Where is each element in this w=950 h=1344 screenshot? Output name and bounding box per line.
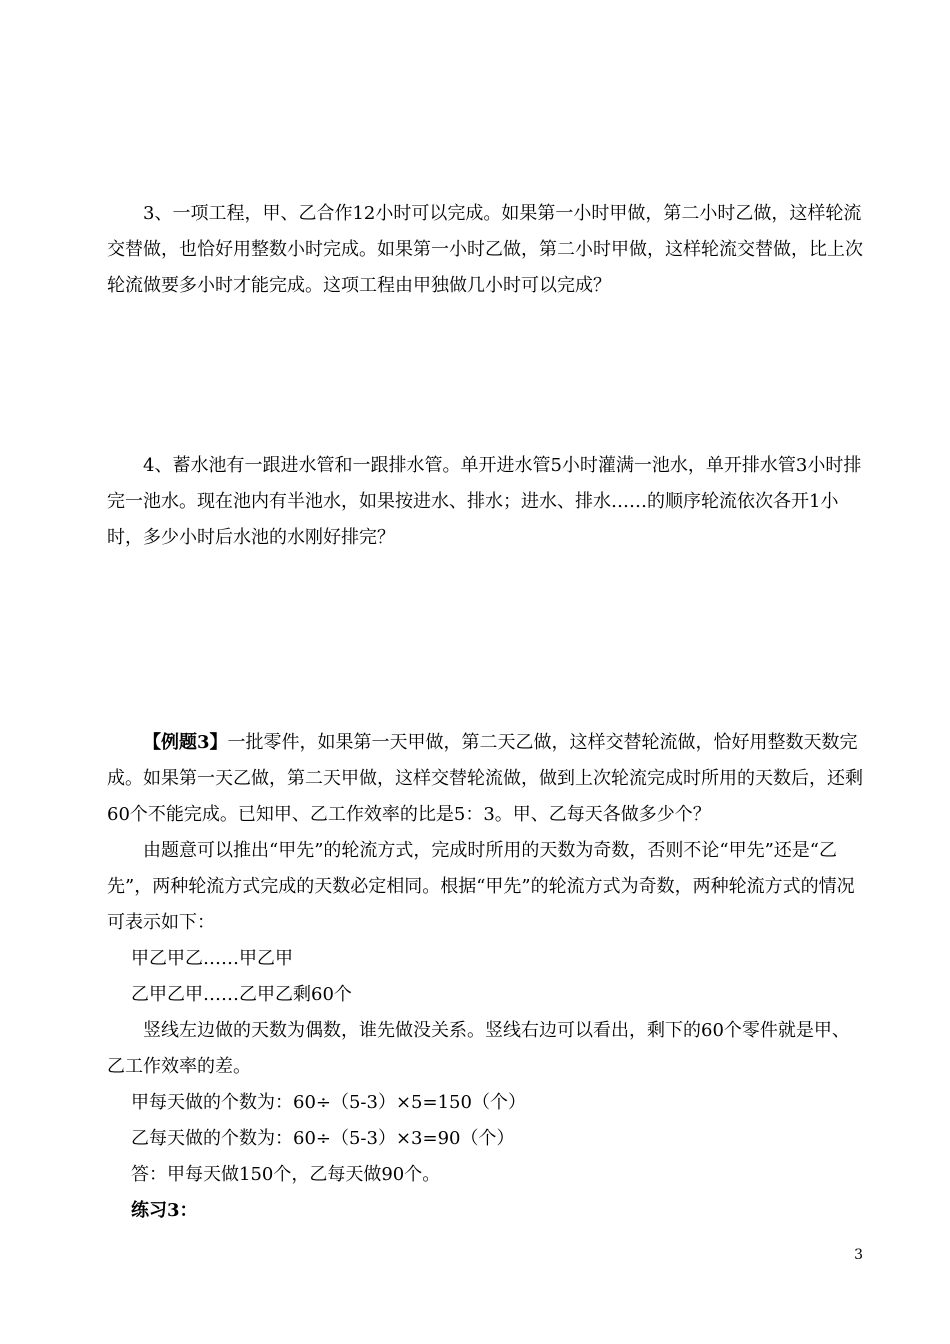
- solution-explanation: 竖线左边做的天数为偶数，谁先做没关系。竖线右边可以看出，剩下的60个零件就是甲、乙工作效率的差。: [107, 1020, 850, 1077]
- example-3: [107, 725, 863, 833]
- sequence-jia-first: 甲乙甲乙……甲乙甲: [131, 948, 293, 969]
- problem-3: 3、一项工程，甲、乙合作12小时可以完成。如果第一小时甲做，第二小时乙做，这样轮流交替做，也恰好用整数小时完成。如果第一小时乙做，第二小时甲做，这样轮流交替做，比上次轮流做要多小时才能完成。这项工程由甲独做几小时可以完成？: [107, 203, 863, 296]
- sequence-yi-first: 乙甲乙甲……乙甲乙剩60个: [131, 984, 352, 1005]
- practice-heading: 练习3：: [131, 1200, 198, 1221]
- page-number: 3: [854, 1247, 863, 1263]
- example-3-label: 【例题3】: [143, 732, 228, 753]
- example-3-text: 一批零件，如果第一天甲做，第二天乙做，这样交替轮流做，恰好用整数天数完成。如果第一天乙做，第二天甲做，这样交替轮流做，做到上次轮流完成时所用的天数后，还剩60个不能完成。已知甲、乙工作效率的比是5：3。甲、乙每天各做多少个？: [107, 732, 863, 825]
- calculation-yi: 乙每天做的个数为：60÷（5-3）×3=90（个）: [131, 1128, 515, 1149]
- solution-analysis: 由题意可以推出“甲先”的轮流方式，完成时所用的天数为奇数，否则不论“甲先”还是“乙先”，两种轮流方式完成的天数必定相同。根据“甲先”的轮流方式为奇数，两种轮流方式的情况可表示如下：: [107, 840, 855, 933]
- answer: 答：甲每天做150个，乙每天做90个。: [131, 1164, 441, 1185]
- problem-4: 4、蓄水池有一跟进水管和一跟排水管。单开进水管5小时灌满一池水，单开排水管3小时排完一池水。现在池内有半池水，如果按进水、排水；进水、排水……的顺序轮流依次各开1小时，多少小时后水池的水刚好排完？: [107, 455, 862, 548]
- calculation-jia: 甲每天做的个数为：60÷（5-3）×5=150（个）: [131, 1092, 526, 1113]
